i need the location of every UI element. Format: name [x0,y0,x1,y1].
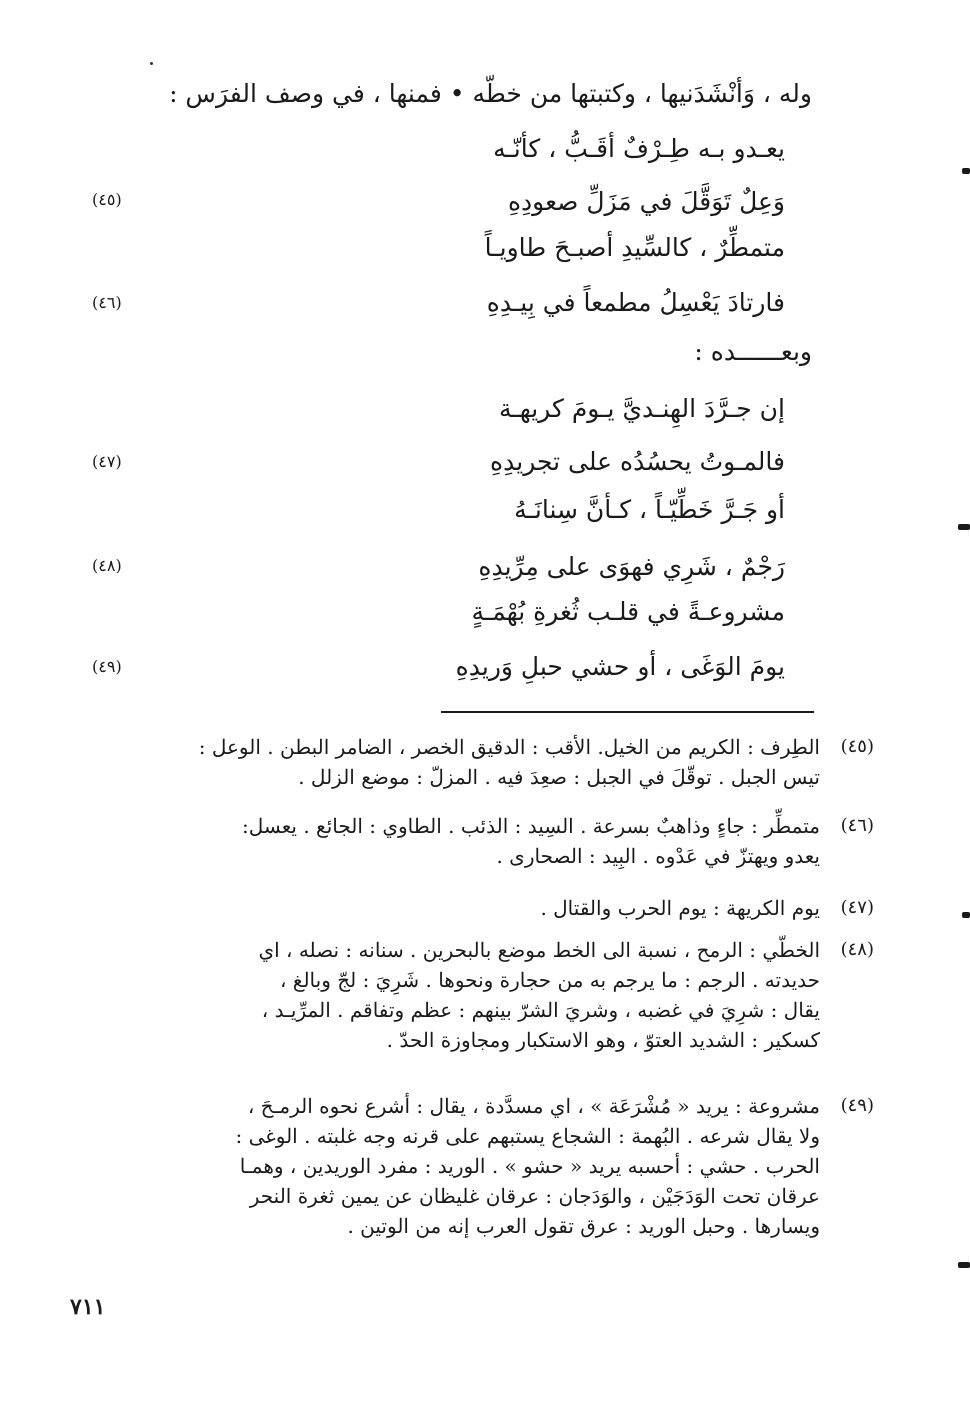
verse-footnote-ref: (٤٥) [92,190,122,209]
verse-first-hemistich: مشروعـةً في قلـب ثُغرةِ بُهْمَـةٍ [471,597,785,626]
verse-first-hemistich: إن جـرَّدَ الهِنـديَّ يـومَ كريهـة [498,394,785,423]
footnote-line: الخطّي : الرمح ، نسبة الى الخط موضع بالبحرين . سنانه : نصله ، اي [258,938,820,962]
page-number: ٧١١ [70,1294,106,1320]
footnote-number: (٤٧) [840,897,874,918]
footnote-line: مشروعة : يريد « مُشْرَعَة » ، اي مسدَّدة ، يقال : أشرع نحوه الرمـحَ ، [247,1094,820,1118]
scan-edge-mark [962,168,970,174]
intro-line: وله ، وَأنْشَدَنيها ، وكتبتها من خطّه • فمنها ، في وصف الفرَس : [169,79,812,108]
footnote-separator [441,711,814,713]
footnote-line: عرقان تحت الوَدَجَيْن ، والوَدَجان : عرقان غليظان عن يمين ثغرة النحر [249,1184,820,1208]
verse-footnote-ref: (٤٧) [92,452,122,471]
footnote-number: (٤٥) [840,736,874,757]
footnote-line: الطِرف : الكريم من الخيل. الأقب : الدقيق الخصر ، الضامر البطن . الوعل : [198,735,820,759]
footnote-line: حديدته . الرجم : ما يرجم به من حجارة ونحوها . شَرِيَ : لجّ وبالغ ، [279,968,820,992]
footnote-line: ولا يقال شرعه . البُهمة : الشجاع يستبهم على قرنه وجه غلبته . الوغى : [235,1124,820,1148]
footnote [60,935,874,1055]
footnote-number: (٤٩) [840,1095,874,1116]
footnote-line: يعدو ويهتزّ في عَدْوه . البِيد : الصحارى . [496,844,820,868]
footnote-line: كسكير : الشديد العتوّ ، وهو الاستكبار ومجاوزة الحدّ . [386,1028,820,1052]
verse-second-hemistich: وَعِلٌ تَوَقَّلَ في مَزَلِّ صعودِهِ [507,187,785,216]
scan-edge-mark [958,524,970,530]
stray-mark [150,62,153,65]
verse-second-hemistich: يومَ الوَغَى ، أو حشي حبلِ وَريدِهِ [455,652,785,681]
verse-first-hemistich: أو جَـرَّ خَطِّيّـاً ، كـأنَّ سِنانَـهُ [514,495,785,524]
verse-first-hemistich: يعـدو بـه طِـرْفٌ أقَـبُّ ، كأنّـه [493,134,785,163]
footnote-number: (٤٨) [840,939,874,960]
verse-footnote-ref: (٤٦) [92,293,122,312]
footnote [60,1091,874,1241]
footnote [60,893,874,923]
footnote [60,732,874,792]
verse-first-hemistich: متمطِّرٌ ، كالسِّيدِ أصبـحَ طاويـاً [484,233,785,262]
verse-footnote-ref: (٤٨) [92,556,122,575]
intro-line: وبعــــــده : [694,337,812,366]
footnote-line: تيس الجبل . توقّلَ في الجبل : صعِدَ فيه . المزلّ : موضع الزلل . [298,765,820,789]
footnote-line: يوم الكريهة : يوم الحرب والقتال . [540,896,820,920]
footnote-line: ويسارها . وحبل الوريد : عرق تقول العرب إنه من الوتين . [347,1214,820,1238]
verse-second-hemistich: فارتادَ يَعْسِلُ مطمعاً في بِيـدِهِ [486,288,785,317]
verse-second-hemistich: رَجْمٌ ، شَرِي فهوَى على مِرِّيدِهِ [478,552,785,581]
scan-edge-mark [962,912,970,918]
footnote-number: (٤٦) [840,815,874,836]
verse-second-hemistich: فالمـوتُ يحسُدُه على تجريدِهِ [490,447,785,476]
scan-edge-mark [958,1262,970,1268]
footnote-line: الحرب . حشي : أحسبه يريد « حشو » . الوريد : مفرد الوريدين ، وهمـا [239,1154,820,1178]
verse-footnote-ref: (٤٩) [92,657,122,676]
footnote-line: يقال : شرِيَ في غضبه ، وشريَ الشرّ بينهم : عظم وتفاقم . المرِّيـد ، [261,998,820,1022]
footnote [60,811,874,871]
footnote-line: متمطِّر : جاءٍ وذاهبٌ بسرعة . السِيد : الذئب . الطاوي : الجائع . يعسل: [242,814,820,838]
